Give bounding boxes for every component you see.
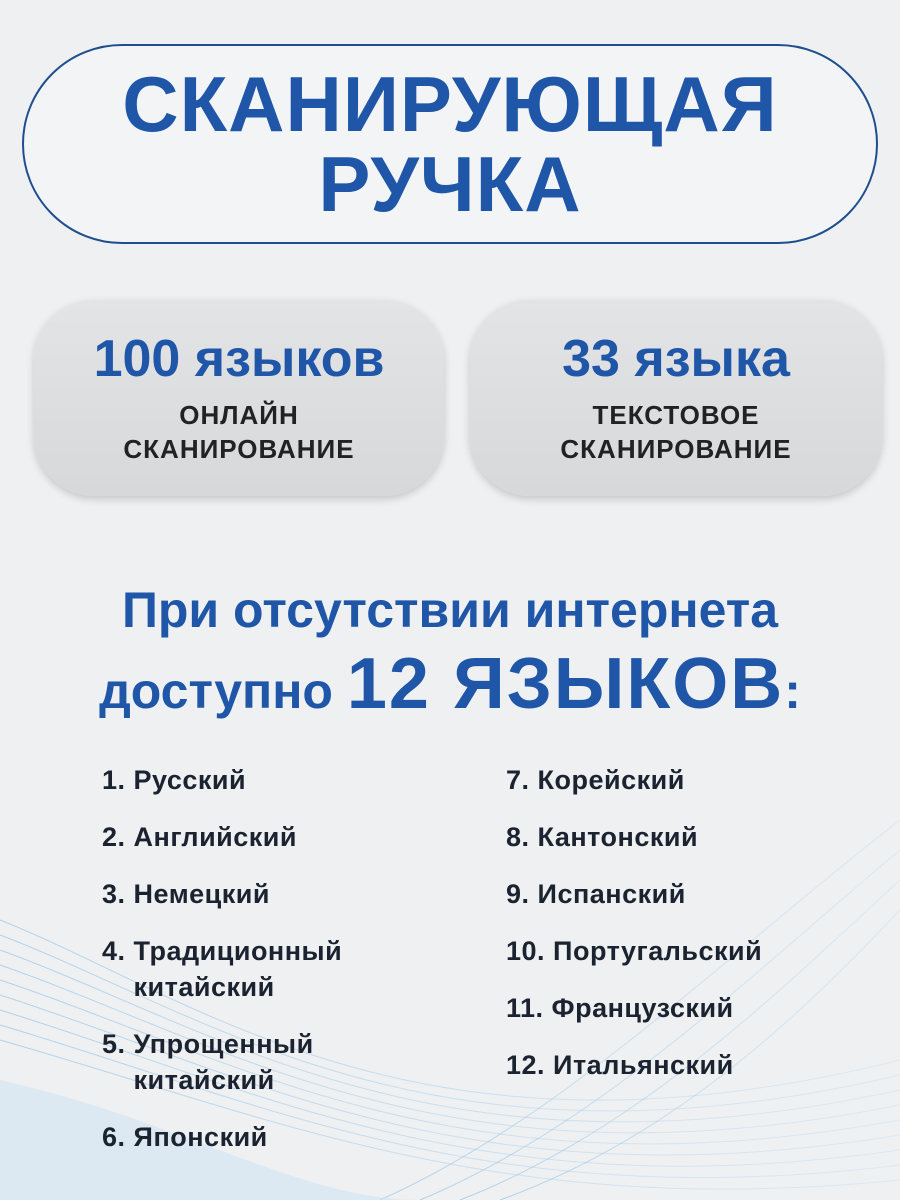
list-item-number: 3. (102, 879, 126, 909)
list-item-language: Английский (133, 822, 297, 852)
list-item (506, 762, 886, 798)
list-item (506, 990, 886, 1026)
list-item-language: Кантонский (537, 822, 699, 852)
text-scan-badge (470, 300, 882, 496)
offline-prefix: доступно (99, 663, 333, 719)
list-item-number: 12. (506, 1050, 546, 1080)
list-item-number: 2. (102, 822, 126, 852)
list-item-language: Традиционный китайский (133, 936, 343, 1002)
online-scan-badge (34, 300, 444, 496)
list-item-number: 11. (506, 993, 544, 1023)
offline-languages-count: 12 ЯЗЫКОВ (346, 644, 785, 724)
offline-colon: : (784, 663, 801, 719)
list-item (102, 876, 432, 912)
list-item (506, 1047, 886, 1083)
list-item (506, 876, 886, 912)
list-item-language: Французский (551, 993, 734, 1023)
list-item-language: Корейский (537, 765, 685, 795)
list-item-number: 9. (506, 879, 530, 909)
online-label-line-2: СКАНИРОВАНИЕ (123, 434, 355, 464)
online-label-line-1: ОНЛАЙН (179, 400, 299, 430)
list-item-number: 1. (102, 765, 126, 795)
languages-list-right (506, 762, 886, 1104)
list-item (102, 762, 432, 798)
list-item-language: Русский (133, 765, 247, 795)
text-label-line-1: ТЕКСТОВОЕ (592, 400, 760, 430)
list-item (102, 1026, 432, 1098)
title-line-1: СКАНИРУЮЩАЯ (122, 60, 778, 148)
list-item-number: 10. (506, 936, 546, 966)
list-item (506, 933, 886, 969)
list-item-number: 6. (102, 1122, 126, 1152)
text-languages-count: 33 языка (562, 330, 790, 388)
list-item-language: Японский (133, 1122, 268, 1152)
list-item-language: Португальский (553, 936, 763, 966)
list-item-language: Испанский (537, 879, 686, 909)
offline-heading-line-1: При отсутствии интернета (121, 582, 779, 638)
title-banner (22, 44, 878, 244)
list-item (102, 1119, 432, 1155)
list-item-number: 4. (102, 936, 126, 966)
offline-heading (0, 578, 900, 733)
title-line-2: РУЧКА (318, 140, 582, 228)
list-item (102, 819, 432, 855)
list-item (102, 933, 432, 1005)
list-item-language: Упрощенный китайский (133, 1029, 314, 1095)
offline-heading-line-2 (0, 642, 900, 733)
list-item-number: 5. (102, 1029, 126, 1059)
list-item (506, 819, 886, 855)
list-item-language: Немецкий (133, 879, 270, 909)
online-languages-count: 100 языков (93, 330, 385, 388)
list-item-number: 8. (506, 822, 530, 852)
list-item-number: 7. (506, 765, 530, 795)
text-label-line-2: СКАНИРОВАНИЕ (560, 434, 792, 464)
list-item-language: Итальянский (553, 1050, 734, 1080)
languages-list-left (102, 762, 432, 1176)
